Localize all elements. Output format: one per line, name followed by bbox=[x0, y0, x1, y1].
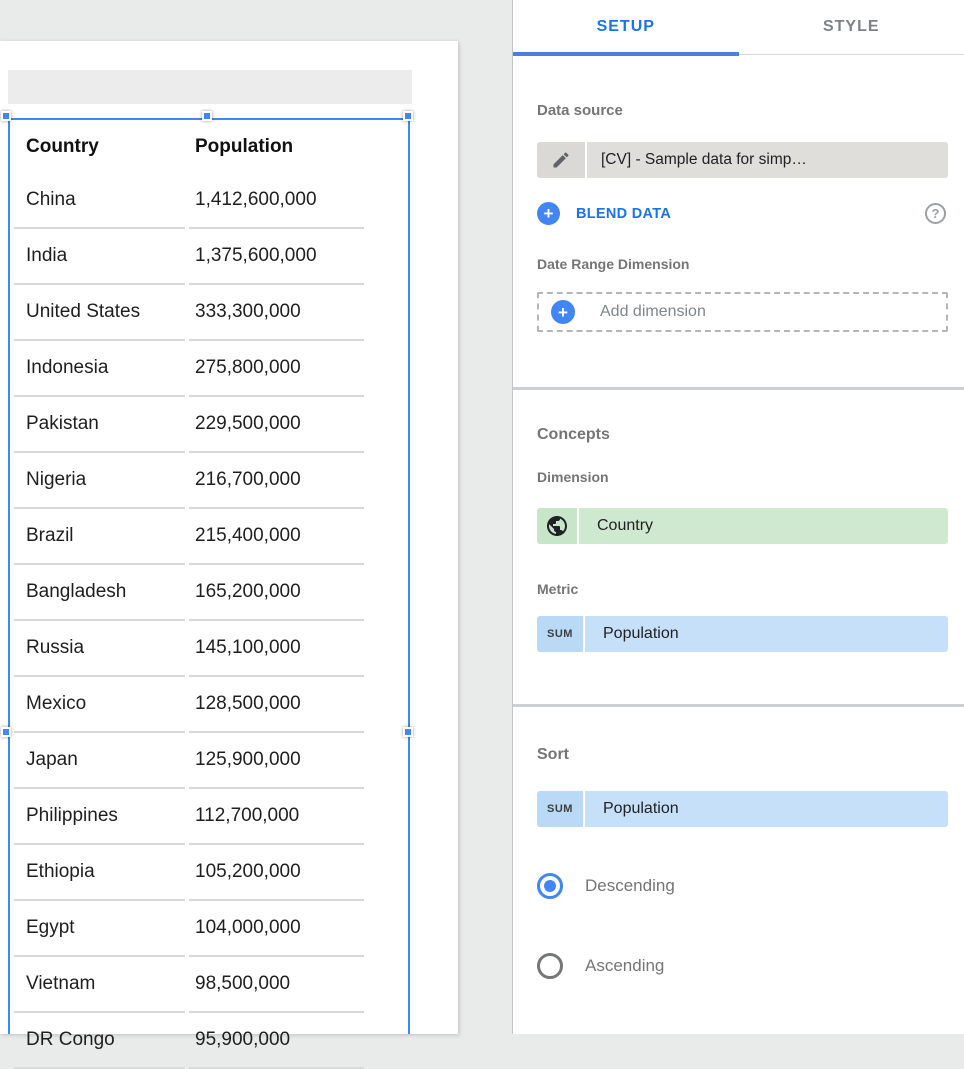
country-cell: Pakistan bbox=[14, 397, 185, 453]
column-header-population[interactable]: Population bbox=[189, 120, 364, 173]
country-cell: Japan bbox=[14, 733, 185, 789]
sum-aggregation-badge[interactable]: SUM bbox=[537, 616, 583, 652]
panel-tabbar bbox=[513, 0, 964, 55]
tab-setup[interactable]: SETUP bbox=[513, 0, 739, 54]
population-cell: 125,900,000 bbox=[189, 733, 364, 789]
sum-aggregation-badge[interactable]: SUM bbox=[537, 791, 583, 827]
table-row bbox=[10, 509, 408, 565]
table-row bbox=[10, 229, 408, 285]
table-row bbox=[10, 1013, 408, 1069]
globe-icon[interactable] bbox=[537, 508, 577, 544]
table-row bbox=[10, 453, 408, 509]
radio-selected-icon[interactable] bbox=[537, 873, 563, 899]
population-cell: 215,400,000 bbox=[189, 509, 364, 565]
section-divider bbox=[513, 704, 964, 707]
selection-handle-middle-left[interactable] bbox=[1, 727, 11, 737]
canvas-header-bar[interactable] bbox=[8, 70, 412, 104]
add-dimension-label: Add dimension bbox=[600, 303, 706, 321]
data-source-chip[interactable] bbox=[537, 142, 948, 178]
data-source-name[interactable]: [CV] - Sample data for simp… bbox=[587, 142, 948, 178]
table-row bbox=[10, 733, 408, 789]
country-cell: Egypt bbox=[14, 901, 185, 957]
metric-chip-label[interactable]: Population bbox=[585, 616, 948, 652]
selection-handle-middle-right[interactable] bbox=[403, 727, 413, 737]
population-cell: 229,500,000 bbox=[189, 397, 364, 453]
country-cell: Brazil bbox=[14, 509, 185, 565]
radio-unselected-icon[interactable] bbox=[537, 953, 563, 979]
date-range-dimension-label: Date Range Dimension bbox=[537, 256, 948, 272]
country-cell: Ethiopia bbox=[14, 845, 185, 901]
table-body bbox=[10, 173, 408, 1069]
country-cell: China bbox=[14, 173, 185, 229]
metric-label: Metric bbox=[537, 581, 948, 597]
table-row bbox=[10, 341, 408, 397]
country-cell: DR Congo bbox=[14, 1013, 185, 1069]
country-cell: Philippines bbox=[14, 789, 185, 845]
report-canvas[interactable] bbox=[0, 41, 458, 1034]
table-row bbox=[10, 397, 408, 453]
table-row bbox=[10, 845, 408, 901]
table-row bbox=[10, 957, 408, 1013]
population-cell: 216,700,000 bbox=[189, 453, 364, 509]
sort-descending-option[interactable] bbox=[537, 873, 948, 899]
plus-icon: + bbox=[551, 300, 575, 324]
table-header-row bbox=[10, 120, 408, 173]
population-cell: 98,500,000 bbox=[189, 957, 364, 1013]
country-cell: United States bbox=[14, 285, 185, 341]
plus-icon[interactable]: + bbox=[537, 202, 560, 225]
dimension-chip-label[interactable]: Country bbox=[579, 508, 948, 544]
country-cell: Vietnam bbox=[14, 957, 185, 1013]
blend-data-button[interactable]: BLEND DATA bbox=[576, 206, 671, 222]
sort-label: Sort bbox=[537, 746, 948, 764]
descending-label: Descending bbox=[585, 876, 675, 896]
country-cell: Indonesia bbox=[14, 341, 185, 397]
population-cell: 104,000,000 bbox=[189, 901, 364, 957]
active-tab-underline bbox=[513, 52, 739, 56]
population-cell: 1,412,600,000 bbox=[189, 173, 364, 229]
metric-chip-population[interactable] bbox=[537, 616, 948, 652]
population-cell: 128,500,000 bbox=[189, 677, 364, 733]
blend-data-row bbox=[537, 202, 948, 225]
country-cell: Nigeria bbox=[14, 453, 185, 509]
ascending-label: Ascending bbox=[585, 956, 664, 976]
country-cell: India bbox=[14, 229, 185, 285]
tab-style[interactable]: STYLE bbox=[739, 0, 964, 54]
country-cell: Mexico bbox=[14, 677, 185, 733]
table-row bbox=[10, 621, 408, 677]
table-row bbox=[10, 285, 408, 341]
dimension-label: Dimension bbox=[537, 469, 948, 485]
help-icon[interactable]: ? bbox=[925, 203, 946, 224]
data-source-label: Data source bbox=[537, 102, 948, 119]
table-row bbox=[10, 173, 408, 229]
selection-handle-top-center[interactable] bbox=[202, 111, 212, 121]
section-divider bbox=[513, 387, 964, 390]
table-chart[interactable] bbox=[8, 118, 410, 1034]
sort-ascending-option[interactable] bbox=[537, 953, 948, 979]
selection-handle-top-left[interactable] bbox=[1, 111, 11, 121]
country-cell: Russia bbox=[14, 621, 185, 677]
population-cell: 165,200,000 bbox=[189, 565, 364, 621]
population-cell: 1,375,600,000 bbox=[189, 229, 364, 285]
population-cell: 105,200,000 bbox=[189, 845, 364, 901]
dimension-chip-country[interactable] bbox=[537, 508, 948, 544]
column-header-country[interactable]: Country bbox=[14, 120, 185, 173]
edit-pencil-icon[interactable] bbox=[537, 142, 585, 178]
selection-handle-top-right[interactable] bbox=[403, 111, 413, 121]
properties-panel bbox=[512, 0, 964, 1034]
table-row bbox=[10, 677, 408, 733]
sort-chip-population[interactable] bbox=[537, 791, 948, 827]
population-cell: 275,800,000 bbox=[189, 341, 364, 397]
population-cell: 112,700,000 bbox=[189, 789, 364, 845]
table-row bbox=[10, 901, 408, 957]
population-cell: 145,100,000 bbox=[189, 621, 364, 677]
table-row bbox=[10, 789, 408, 845]
add-dimension-dropzone[interactable] bbox=[537, 292, 948, 332]
concepts-label: Concepts bbox=[537, 426, 948, 444]
population-cell: 95,900,000 bbox=[189, 1013, 364, 1069]
sort-chip-label[interactable]: Population bbox=[585, 791, 948, 827]
country-cell: Bangladesh bbox=[14, 565, 185, 621]
population-cell: 333,300,000 bbox=[189, 285, 364, 341]
table-row bbox=[10, 565, 408, 621]
